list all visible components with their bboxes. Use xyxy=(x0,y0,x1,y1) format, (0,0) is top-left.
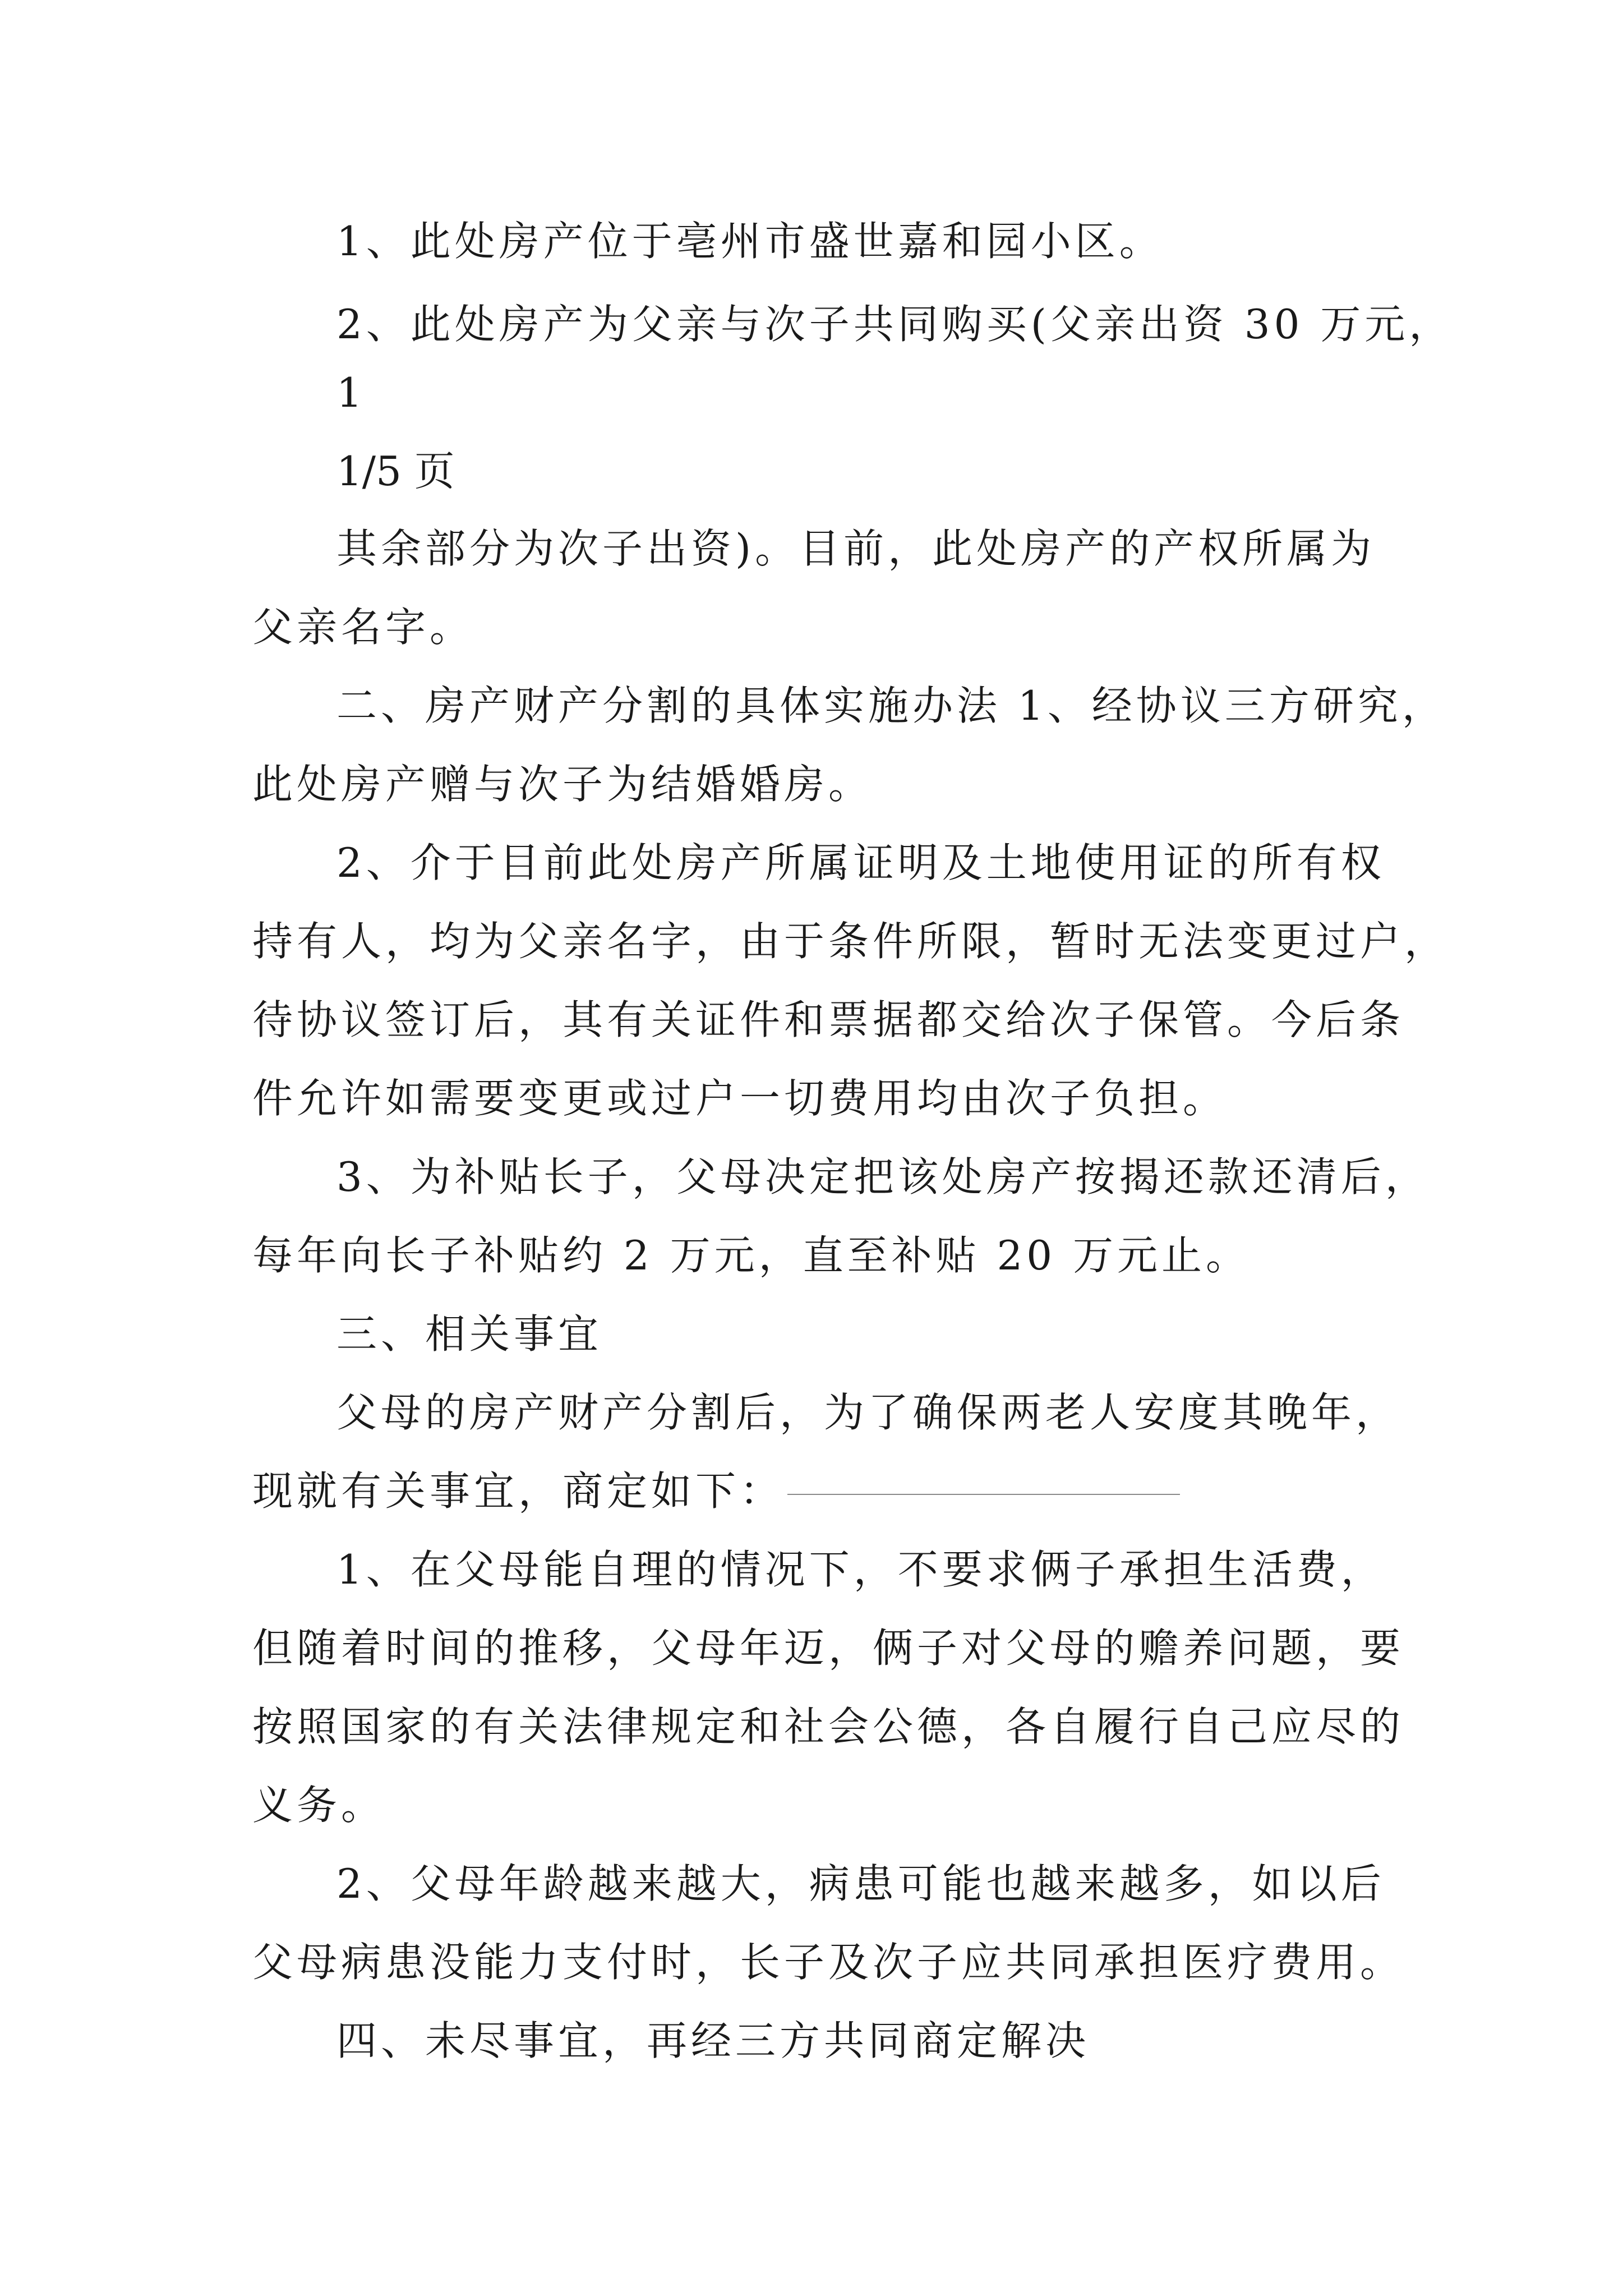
section-heading: 三、相关事宜 xyxy=(336,1310,603,1358)
paragraph-line: 2、介于目前此处房产所属证明及土地使用证的所有权 xyxy=(336,839,1385,886)
section-heading: 二、房产财产分割的具体实施办法 1、经协议三方研究， xyxy=(336,682,1446,729)
paragraph-line: 此处房产赠与次子为结婚婚房。 xyxy=(252,761,873,808)
paragraph-line: 2、此处房产为父亲与次子共同购买(父亲出资 30 万元， xyxy=(336,301,1454,348)
paragraph-line: 待协议签订后，其有关证件和票据都交给次子保管。今后条 xyxy=(252,996,1405,1043)
paragraph-line: 父亲名字。 xyxy=(252,604,474,651)
paragraph-line: 2、父母年龄越来越大，病患可能也越来越多，如以后 xyxy=(336,1860,1385,1907)
paragraph-line: 义务。 xyxy=(252,1782,386,1829)
paragraph-line: 每年向长子补贴约 2 万元，直至补贴 20 万元止。 xyxy=(252,1232,1250,1279)
paragraph-text: 现就有关事宜，商定如下： xyxy=(252,1467,785,1515)
paragraph-line: 1、在父母能自理的情况下，不要求俩子承担生活费， xyxy=(336,1546,1385,1593)
paragraph-line xyxy=(252,1463,1180,1519)
paragraph-line: 件允许如需要变更或过户一切费用均由次子负担。 xyxy=(252,1075,1228,1122)
paragraph-line: 持有人，均为父亲名字，由于条件所限，暂时无法变更过户， xyxy=(252,918,1449,965)
page-number: 1 xyxy=(336,369,362,416)
paragraph-line: 但随着时间的推移，父母年迈，俩子对父母的赡养问题，要 xyxy=(252,1625,1405,1672)
paragraph-line: 按照国家的有关法律规定和社会公德，各自履行自己应尽的 xyxy=(252,1703,1405,1750)
paragraph-line: 1、此处房产位于亳州市盛世嘉和园小区。 xyxy=(336,218,1164,265)
paragraph-line: 父母的房产财产分割后，为了确保两老人安度其晚年， xyxy=(336,1389,1400,1436)
paragraph-line: 3、为补贴长子，父母决定把该处房产按揭还款还清后， xyxy=(336,1153,1430,1200)
section-heading: 四、未尽事宜，再经三方共同商定解决 xyxy=(336,2017,1090,2064)
paragraph-line: 父母病患没能力支付时，长子及次子应共同承担医疗费用。 xyxy=(252,1939,1405,1986)
page-indicator: 1/5 页 xyxy=(336,448,455,495)
paragraph-line: 其余部分为次子出资)。目前，此处房产的产权所属为 xyxy=(336,525,1376,572)
blank-underline xyxy=(787,1494,1180,1495)
